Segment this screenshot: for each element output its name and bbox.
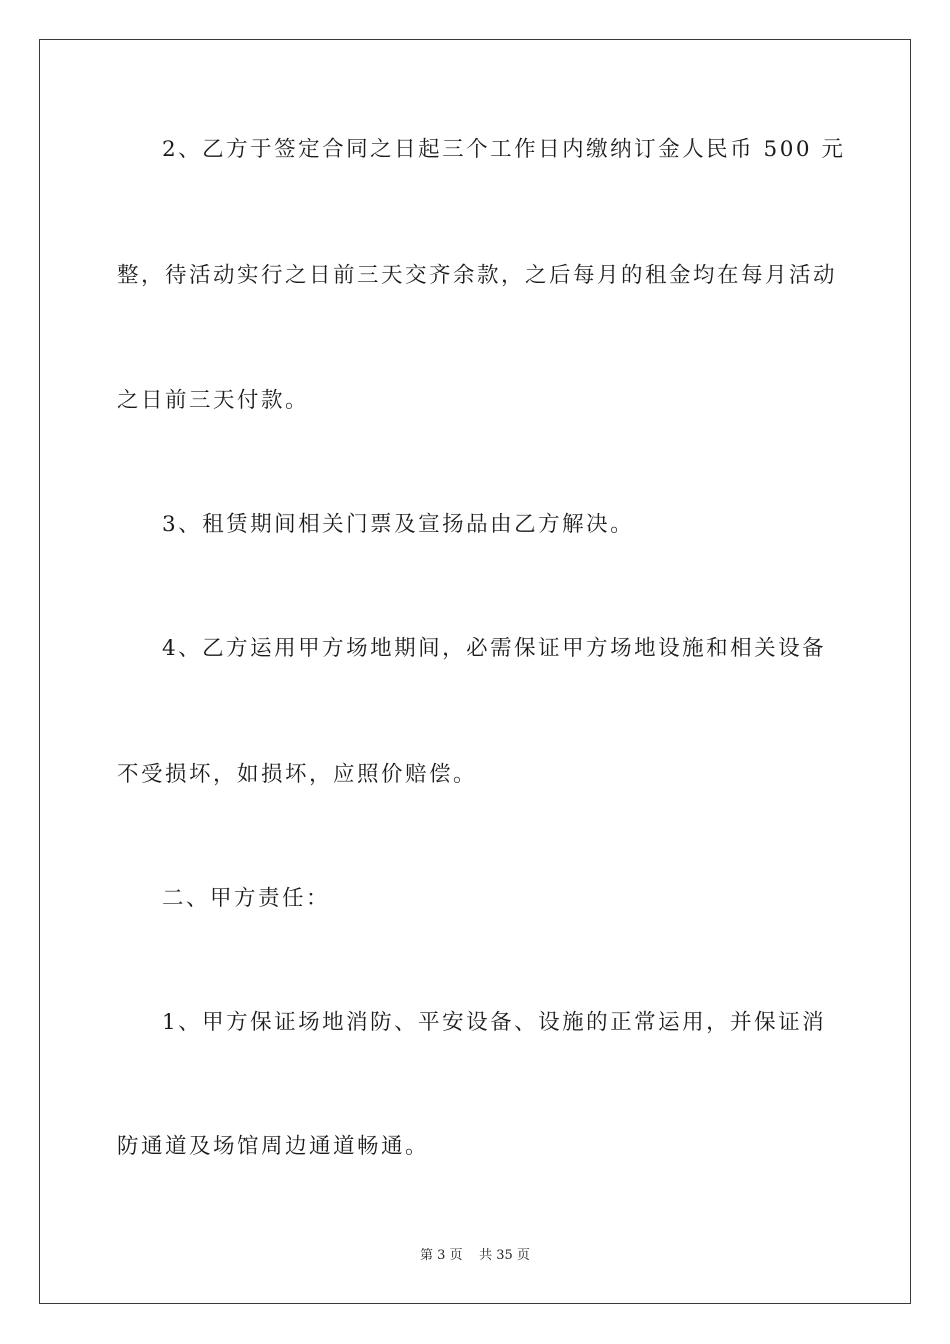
section-heading: 二、甲方责任： xyxy=(162,886,331,911)
page-footer xyxy=(0,1244,950,1263)
paragraph-line: 2、乙方于签定合同之日起三个工作日内缴纳订金人民币 500 元 xyxy=(162,137,846,162)
paragraph-line: 1、甲方保证场地消防、平安设备、设施的正常运用，并保证消 xyxy=(162,1010,827,1035)
total-pages: 共 35 页 xyxy=(479,1248,530,1263)
paragraph-line: 不受损坏，如损坏，应照价赔偿。 xyxy=(117,762,478,787)
paragraph-line: 整，待活动实行之日前三天交齐余款，之后每月的租金均在每月活动 xyxy=(117,263,838,288)
paragraph-line: 之日前三天付款。 xyxy=(117,388,310,413)
page-border xyxy=(39,39,911,1304)
page-number: 第 3 页 xyxy=(420,1248,463,1263)
paragraph-line: 防通道及场馆周边通道畅通。 xyxy=(117,1134,430,1159)
paragraph-line: 3、租赁期间相关门票及宣扬品由乙方解决。 xyxy=(162,512,635,537)
paragraph-line: 4、乙方运用甲方场地期间，必需保证甲方场地设施和相关设备 xyxy=(162,636,827,661)
